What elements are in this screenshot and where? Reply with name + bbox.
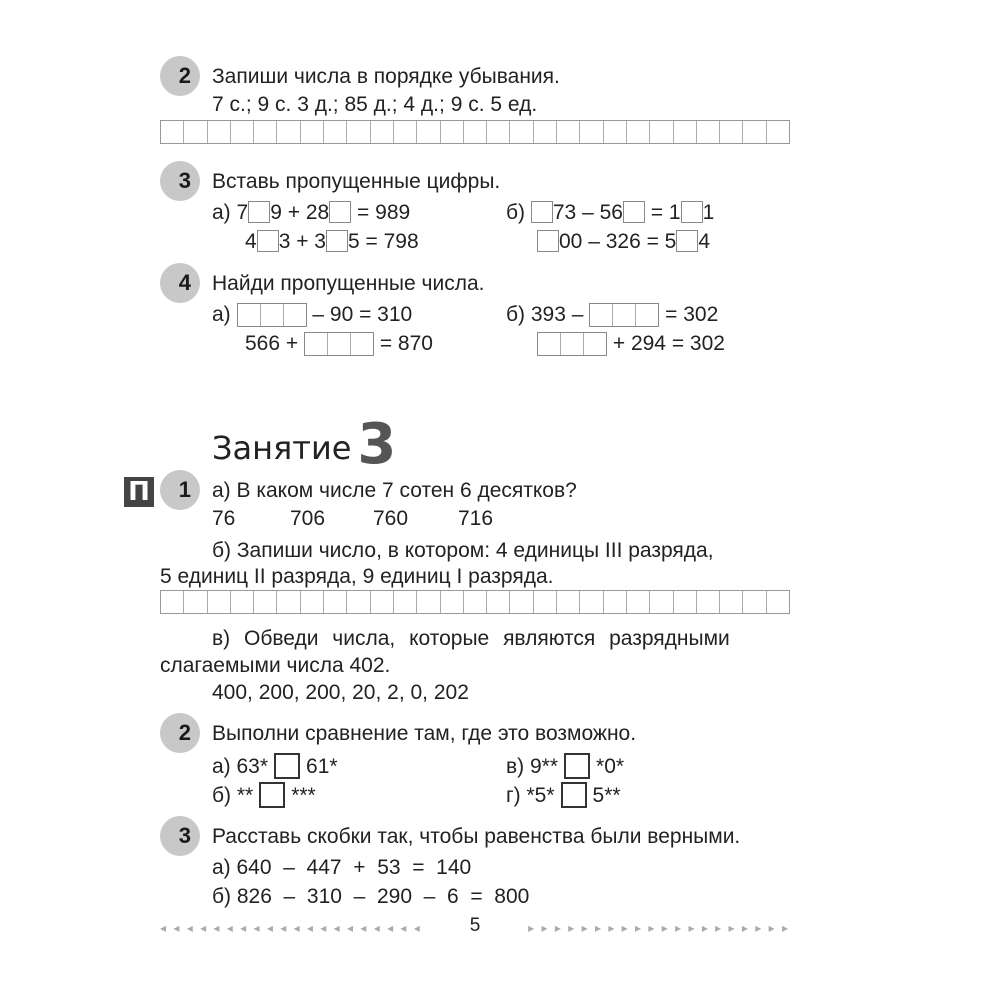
cmp-right: 61* bbox=[306, 755, 338, 778]
task-a-option[interactable]: 716 bbox=[458, 507, 494, 530]
task-c-text: слагаемыми числа 402. bbox=[160, 654, 391, 677]
equation-a2 bbox=[245, 331, 433, 357]
equation-a2 bbox=[245, 229, 419, 255]
task-title: Запиши числа в порядке убывания. bbox=[212, 65, 560, 88]
comparison-g bbox=[506, 782, 621, 809]
task-title: Расставь скобки так, чтобы равенства были верными. bbox=[212, 825, 741, 848]
p-marker-icon: П bbox=[124, 477, 154, 507]
task-number-badge: 2 bbox=[160, 56, 200, 96]
cmp-left: в) 9** bbox=[506, 755, 559, 778]
eq-part: 1 bbox=[702, 201, 715, 224]
page-footer bbox=[160, 915, 790, 939]
task-number-badge: 4 bbox=[160, 263, 200, 303]
answer-grid[interactable] bbox=[160, 590, 790, 614]
footer-right-marks: ▸ ▸ ▸ ▸ ▸ ▸ ▸ ▸ ▸ ▸ ▸ ▸ ▸ ▸ ▸ ▸ ▸ ▸ ▸ ▸ bbox=[528, 921, 790, 935]
task-title: Найди пропущенные числа. bbox=[212, 272, 485, 295]
cmp-right: *0* bbox=[596, 755, 625, 778]
task-number-badge: 3 bbox=[160, 161, 200, 201]
label-b: б) bbox=[506, 201, 526, 224]
task-b-text: 5 единиц II разряда, 9 единиц I разряда. bbox=[160, 565, 554, 588]
lesson-title: Занятие bbox=[212, 429, 352, 467]
number-box[interactable] bbox=[589, 303, 659, 327]
equation-b1 bbox=[506, 200, 714, 226]
eq-part: 3 + 3 bbox=[278, 230, 326, 253]
task-a-option[interactable]: 706 bbox=[290, 507, 326, 530]
digit-box[interactable] bbox=[537, 230, 559, 252]
eq-part: + 294 = 302 bbox=[612, 332, 725, 355]
eq-part: 7 bbox=[236, 201, 249, 224]
label-b: б) bbox=[506, 303, 526, 326]
digit-box[interactable] bbox=[257, 230, 279, 252]
digit-box[interactable] bbox=[681, 201, 703, 223]
comparison-a bbox=[212, 753, 338, 780]
task-b-text: б) Запиши число, в котором: 4 единицы III разряда, bbox=[212, 539, 714, 562]
cmp-left: б) ** bbox=[212, 784, 254, 807]
task-a-text: а) В каком числе 7 сотен 6 десятков? bbox=[212, 479, 577, 502]
task-c-text: в) Обведи числа, которые являются разрядными bbox=[212, 627, 730, 650]
task-a-option[interactable]: 760 bbox=[373, 507, 409, 530]
eq-part: 73 – 56 bbox=[552, 201, 623, 224]
number-box[interactable] bbox=[237, 303, 307, 327]
equation-a1 bbox=[212, 302, 412, 328]
lesson-number: 3 bbox=[357, 412, 397, 477]
label-a: а) bbox=[212, 201, 231, 224]
comparison-box[interactable] bbox=[561, 782, 587, 808]
page-number: 5 bbox=[469, 915, 481, 936]
digit-box[interactable] bbox=[623, 201, 645, 223]
eq-part: = 302 bbox=[665, 303, 719, 326]
eq-part: 4 bbox=[698, 230, 711, 253]
digit-box[interactable] bbox=[248, 201, 270, 223]
comparison-v bbox=[506, 753, 624, 780]
task-title: Вставь пропущенные цифры. bbox=[212, 170, 501, 193]
number-box[interactable] bbox=[537, 332, 607, 356]
comparison-b bbox=[212, 782, 316, 809]
equation-a1 bbox=[212, 200, 410, 226]
equation-b2 bbox=[537, 331, 725, 357]
task-c-values[interactable]: 400, 200, 200, 20, 2, 0, 202 bbox=[212, 681, 469, 704]
digit-box[interactable] bbox=[676, 230, 698, 252]
comparison-box[interactable] bbox=[564, 753, 590, 779]
footer-left-marks: ◂ ◂ ◂ ◂ ◂ ◂ ◂ ◂ ◂ ◂ ◂ ◂ ◂ ◂ ◂ ◂ ◂ ◂ ◂ ◂ bbox=[160, 921, 422, 935]
digit-box[interactable] bbox=[531, 201, 553, 223]
eq-part: 4 bbox=[245, 230, 257, 253]
task-values: 7 с.; 9 с. 3 д.; 85 д.; 4 д.; 9 с. 5 ед. bbox=[212, 93, 538, 116]
cmp-left: а) 63* bbox=[212, 755, 269, 778]
eq-part: – 90 = 310 bbox=[312, 303, 413, 326]
eq-part: = 989 bbox=[351, 201, 411, 224]
eq-part: 5 = 798 bbox=[347, 230, 419, 253]
task-number-badge: 1 bbox=[160, 470, 200, 510]
eq-part: = 1 bbox=[644, 201, 681, 224]
digit-box[interactable] bbox=[326, 230, 348, 252]
equation-b: б) 826 – 310 – 290 – 6 = 800 bbox=[212, 885, 530, 908]
task-title: Выполни сравнение там, где это возможно. bbox=[212, 722, 637, 745]
eq-part: 393 – bbox=[530, 303, 584, 326]
cmp-right: 5** bbox=[592, 784, 621, 807]
eq-part: 9 + 28 bbox=[270, 201, 330, 224]
eq-part: = 870 bbox=[379, 332, 433, 355]
task-number-badge: 3 bbox=[160, 816, 200, 856]
comparison-box[interactable] bbox=[274, 753, 300, 779]
eq-part: 00 – 326 = 5 bbox=[559, 230, 677, 253]
task-a-option[interactable]: 76 bbox=[212, 507, 236, 530]
cmp-left: г) *5* bbox=[506, 784, 555, 807]
number-box[interactable] bbox=[304, 332, 374, 356]
task-number-badge: 2 bbox=[160, 713, 200, 753]
eq-part: 566 + bbox=[245, 332, 299, 355]
comparison-box[interactable] bbox=[259, 782, 285, 808]
digit-box[interactable] bbox=[329, 201, 351, 223]
equation-b2 bbox=[537, 229, 710, 255]
answer-grid[interactable] bbox=[160, 120, 790, 144]
lesson-heading bbox=[212, 412, 396, 477]
cmp-right: *** bbox=[291, 784, 316, 807]
equation-a: а) 640 – 447 + 53 = 140 bbox=[212, 856, 472, 879]
equation-b1 bbox=[506, 302, 718, 328]
label-a: а) bbox=[212, 303, 231, 326]
